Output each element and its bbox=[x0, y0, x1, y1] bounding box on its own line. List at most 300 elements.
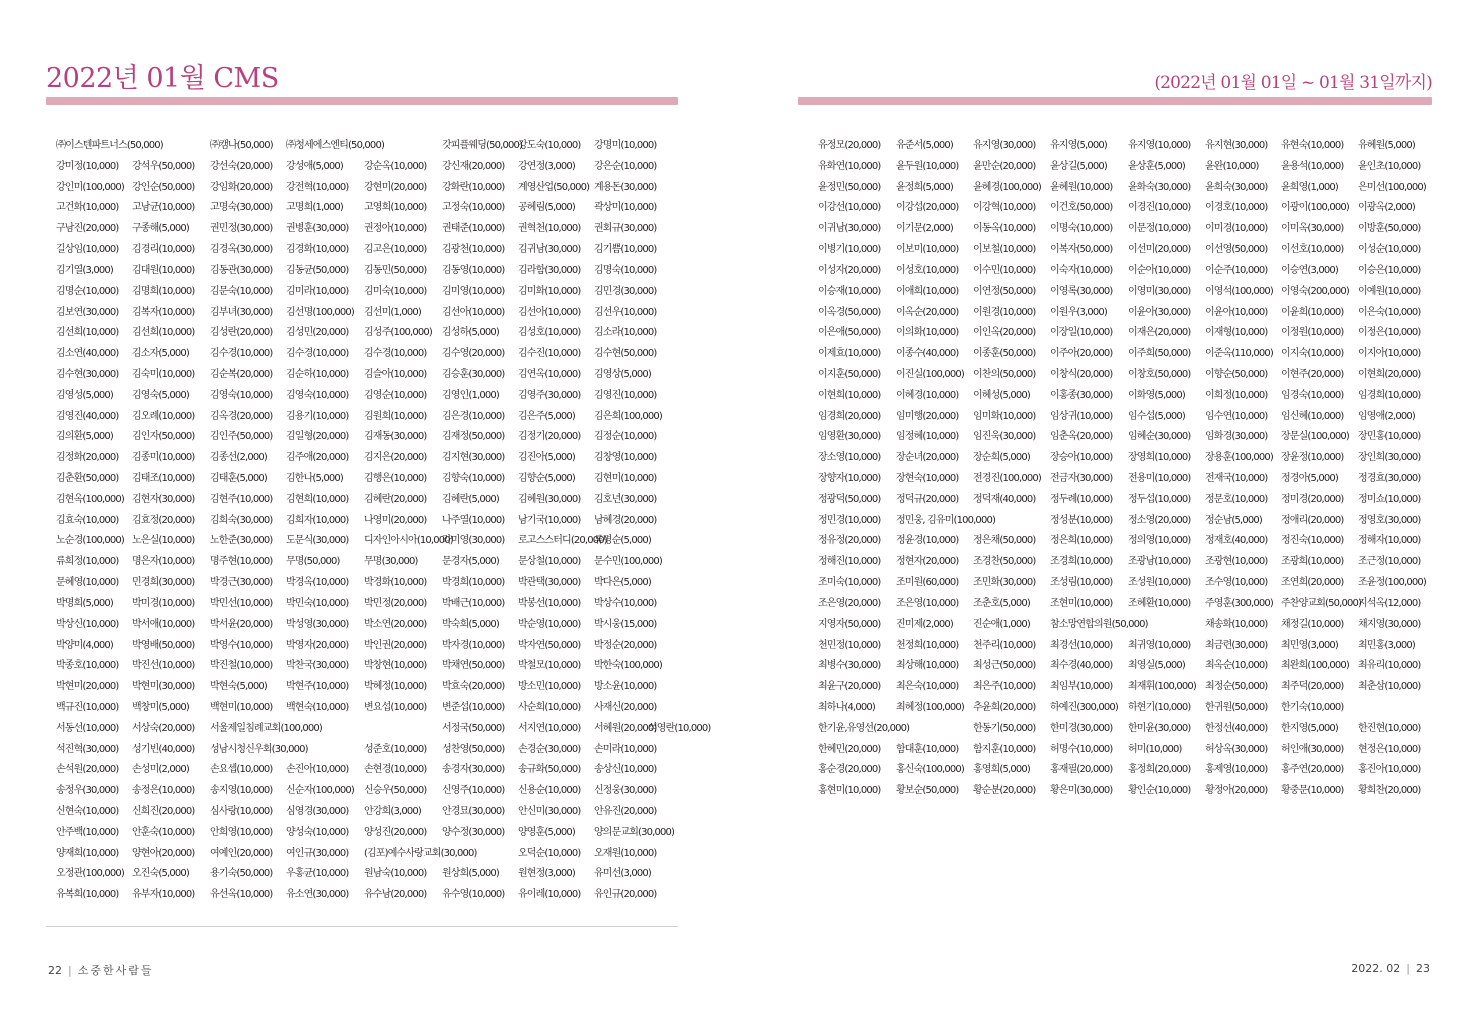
donor-entry: 김소자(5,000) bbox=[132, 348, 189, 360]
donor-entry: 양재희(10,000) bbox=[56, 847, 119, 859]
donor-entry: 박영수(10,000) bbox=[210, 639, 273, 651]
donor-entry: 권민정(30,000) bbox=[210, 223, 273, 235]
donor-entry: 최재휘(100,000) bbox=[1128, 681, 1196, 693]
donor-entry: 서정국(50,000) bbox=[442, 722, 505, 734]
donor-entry: 전용미(10,000) bbox=[1128, 473, 1191, 484]
donor-entry: 임진욱(30,000) bbox=[973, 431, 1036, 443]
donor-entry: 김기열(3,000) bbox=[56, 264, 113, 276]
donor-entry: 윤혜경(100,000) bbox=[973, 181, 1041, 193]
donor-entry: 김현자(30,000) bbox=[132, 493, 195, 505]
donor-entry: 한정선(40,000) bbox=[1205, 722, 1268, 734]
donor-entry: 백현미(10,000) bbox=[210, 701, 273, 713]
donor-entry: 김오례(10,000) bbox=[132, 410, 195, 422]
donor-entry: 장순녀(20,000) bbox=[896, 452, 959, 464]
donor-entry: 박혜정(10,000) bbox=[364, 681, 427, 693]
donor-entry: 이창호(50,000) bbox=[1128, 368, 1191, 380]
donor-entry: 용기숙(50,000) bbox=[210, 868, 273, 880]
donor-entry: 김영상(5,000) bbox=[594, 368, 651, 380]
donor-entry: 김춘환(50,000) bbox=[56, 473, 119, 484]
donor-entry: 이문정(10,000) bbox=[1128, 223, 1191, 235]
donor-entry: 김수영(20,000) bbox=[442, 348, 505, 360]
donor-entry: 최민영(3,000) bbox=[1281, 639, 1338, 651]
donor-entry: 조민화(30,000) bbox=[973, 577, 1036, 589]
donor-entry: 김혜란(20,000) bbox=[364, 493, 427, 505]
donor-entry: 이찬의(50,000) bbox=[973, 368, 1036, 380]
donor-entry: 김은경(10,000) bbox=[442, 410, 505, 422]
donor-entry: 이창식(20,000) bbox=[1050, 368, 1113, 380]
donor-entry: 무명(30,000) bbox=[364, 556, 418, 568]
donor-entry: 박민숙(10,000) bbox=[286, 597, 349, 609]
donor-entry: 김경옥(30,000) bbox=[210, 244, 273, 256]
donor-entry: 이명숙(10,000) bbox=[1050, 223, 1113, 235]
donor-entry: 이홍종(30,000) bbox=[1050, 389, 1113, 401]
donor-entry: 김경화(10,000) bbox=[286, 244, 349, 256]
donor-entry: 정두섭(10,000) bbox=[1128, 493, 1191, 505]
donor-entry: 신용순(10,000) bbox=[518, 785, 581, 797]
donor-entry: 임미행(20,000) bbox=[896, 410, 959, 422]
donor-entry: 안강희(3,000) bbox=[364, 806, 421, 817]
donor-entry: 손진아(10,000) bbox=[286, 764, 349, 776]
donor-entry: 박진철(10,000) bbox=[210, 660, 273, 672]
donor-entry: 한지영(5,000) bbox=[1281, 722, 1338, 734]
donor-entry: 김선우(10,000) bbox=[594, 306, 657, 318]
donor-entry: 서동선(10,000) bbox=[56, 722, 119, 734]
donor-entry: 김성하(5,000) bbox=[442, 327, 499, 339]
donor-entry: 정은채(50,000) bbox=[973, 535, 1036, 547]
donor-entry: 이순주(10,000) bbox=[1205, 264, 1268, 276]
donor-entry: 임상귀(10,000) bbox=[1050, 410, 1113, 422]
donor-entry: 이선미(20,000) bbox=[1128, 244, 1191, 256]
donor-entry: 고명희(1,000) bbox=[286, 202, 343, 214]
donor-entry: 김한나(5,000) bbox=[286, 473, 343, 484]
donor-entry: 민경희(30,000) bbox=[132, 577, 195, 589]
donor-entry: 고남균(10,000) bbox=[132, 202, 195, 214]
donor-entry: 이현주(20,000) bbox=[1281, 368, 1344, 380]
donor-entry: 이윤아(30,000) bbox=[1128, 306, 1191, 318]
donor-entry: 김희자(10,000) bbox=[286, 514, 349, 526]
donor-entry: 은미선(100,000) bbox=[1358, 181, 1426, 193]
donor-entry: 김종선(2,000) bbox=[210, 452, 267, 464]
donor-entry: 길상임(10,000) bbox=[56, 244, 119, 256]
donor-entry: 박경희(10,000) bbox=[442, 577, 505, 589]
donor-entry: 손현경(10,000) bbox=[364, 764, 427, 776]
donor-entry: 성찬영(50,000) bbox=[442, 743, 505, 755]
donor-entry: 박효숙(20,000) bbox=[442, 681, 505, 693]
donor-entry: 이애희(10,000) bbox=[896, 285, 959, 297]
donor-entry: 유수남(20,000) bbox=[364, 889, 427, 901]
donor-entry: 유수영(10,000) bbox=[442, 889, 505, 901]
donor-entry: 이옥경(50,000) bbox=[818, 306, 881, 318]
donor-entry: 조미숙(10,000) bbox=[818, 577, 881, 589]
donor-entry: 임수연(10,000) bbox=[1205, 410, 1268, 422]
donor-entry: 이영록(30,000) bbox=[1050, 285, 1113, 297]
donor-entry: 김지현(30,000) bbox=[442, 452, 505, 464]
donor-entry: 성기빈(40,000) bbox=[132, 743, 195, 755]
donor-entry: 이제효(10,000) bbox=[818, 348, 881, 360]
donor-entry: 정현자(20,000) bbox=[896, 556, 959, 568]
donor-entry: 박자연(50,000) bbox=[518, 639, 581, 651]
donor-entry: 강은순(10,000) bbox=[594, 160, 657, 172]
donor-entry: 김수진(10,000) bbox=[518, 348, 581, 360]
donor-entry: 김보연(30,000) bbox=[56, 306, 119, 318]
donor-entry: 허인애(30,000) bbox=[1281, 743, 1344, 755]
title-underline-bar bbox=[798, 97, 1432, 105]
donor-entry: 고건화(10,000) bbox=[56, 202, 119, 214]
donor-entry: 김성민(20,000) bbox=[286, 327, 349, 339]
donor-entry: 송정은(10,000) bbox=[132, 785, 195, 797]
footer-left bbox=[48, 962, 153, 978]
donor-entry: 양성숙(10,000) bbox=[286, 826, 349, 838]
donor-entry: 김효숙(10,000) bbox=[56, 514, 119, 526]
donor-entry: 양의문교회(30,000) bbox=[594, 826, 675, 838]
donor-entry: 오정관(100,000) bbox=[56, 868, 124, 880]
donor-entry: 박시웅(15,000) bbox=[594, 618, 657, 630]
donor-entry: 윤상훈(5,000) bbox=[1128, 160, 1185, 172]
donor-entry: 이의화(10,000) bbox=[896, 327, 959, 339]
donor-entry: 김은주(5,000) bbox=[518, 410, 575, 422]
donor-entry: 최완희(100,000) bbox=[1281, 660, 1349, 672]
donor-entry: 김현희(10,000) bbox=[286, 493, 349, 505]
donor-entry: 천주리(10,000) bbox=[973, 639, 1036, 651]
donor-entry: 정민웅, 김유미(100,000) bbox=[896, 514, 996, 526]
donor-entry: 황중문(10,000) bbox=[1281, 785, 1344, 797]
donor-entry: 문상철(10,000) bbox=[518, 556, 581, 568]
donor-entry: 김재동(30,000) bbox=[364, 431, 427, 443]
donor-entry: 최주덕(20,000) bbox=[1281, 681, 1344, 693]
donor-entry: 이성호(10,000) bbox=[896, 264, 959, 276]
donor-entry: 안주백(10,000) bbox=[56, 826, 119, 838]
donor-entry: 김순하(10,000) bbox=[286, 368, 349, 380]
donor-entry: 양현아(20,000) bbox=[132, 847, 195, 859]
donor-entry: 이윤희(10,000) bbox=[1281, 306, 1344, 318]
donor-entry: 김영진(40,000) bbox=[56, 410, 119, 422]
donor-entry: 김현미(10,000) bbox=[594, 473, 657, 484]
donor-entry: 김소연(40,000) bbox=[56, 348, 119, 360]
donor-entry: 서울제일침례교회(100,000) bbox=[210, 722, 322, 734]
donor-entry: 허상옥(30,000) bbox=[1205, 743, 1268, 755]
donor-entry: 백현숙(10,000) bbox=[286, 701, 349, 713]
donor-entry: 김진아(5,000) bbox=[518, 452, 575, 464]
donor-entry: 강미정(10,000) bbox=[56, 160, 119, 172]
donor-entry: 신승우(50,000) bbox=[364, 785, 427, 797]
donor-entry: 김희숙(30,000) bbox=[210, 514, 273, 526]
donor-entry: 박찬국(30,000) bbox=[286, 660, 349, 672]
donor-entry: 신현숙(10,000) bbox=[56, 806, 119, 817]
donor-entry: 윤화숙(30,000) bbox=[1128, 181, 1191, 193]
donor-entry: 신희진(20,000) bbox=[132, 806, 195, 817]
donor-entry: 김혜란(5,000) bbox=[442, 493, 499, 505]
donor-entry: 유지영(10,000) bbox=[1128, 140, 1191, 151]
donor-entry: 유현숙(10,000) bbox=[1281, 140, 1344, 151]
donor-entry: 정의영(10,000) bbox=[1128, 535, 1191, 547]
donor-entry: 박민정(20,000) bbox=[364, 597, 427, 609]
donor-entry: 박상수(10,000) bbox=[594, 597, 657, 609]
donor-entry: 심사랑(10,000) bbox=[210, 806, 273, 817]
donor-entry: 임경희(20,000) bbox=[818, 410, 881, 422]
donor-entry: 조은영(10,000) bbox=[896, 597, 959, 609]
donor-entry: 정경아(5,000) bbox=[1281, 473, 1338, 484]
donor-entry: 이방훈(50,000) bbox=[1358, 223, 1421, 235]
donor-entry: 김민경(30,000) bbox=[594, 285, 657, 297]
donor-entry: 김성란(20,000) bbox=[210, 327, 273, 339]
donor-entry: 신정웅(30,000) bbox=[594, 785, 657, 797]
donor-entry: 이승연(3,000) bbox=[1281, 264, 1338, 276]
donor-entry: 이인옥(20,000) bbox=[973, 327, 1036, 339]
donor-entry: 장인희(30,000) bbox=[1358, 452, 1421, 464]
donor-entry: 원현정(3,000) bbox=[518, 868, 575, 880]
donor-entry: 정윤경(10,000) bbox=[896, 535, 959, 547]
donor-entry: 서상숙(20,000) bbox=[132, 722, 195, 734]
donor-entry: 박숙희(5,000) bbox=[442, 618, 499, 630]
donor-entry: 김선아(10,000) bbox=[518, 306, 581, 318]
donor-entry: 이정은(10,000) bbox=[1358, 327, 1421, 339]
donor-entry: 김행은(10,000) bbox=[364, 473, 427, 484]
donor-entry: 석영란(10,000) bbox=[648, 722, 711, 734]
donor-entry: 김향숙(10,000) bbox=[442, 473, 505, 484]
donor-entry: 이건호(50,000) bbox=[1050, 202, 1113, 214]
donor-entry: 서혜원(20,000) bbox=[594, 722, 657, 734]
donor-entry: 이영숙(200,000) bbox=[1281, 285, 1349, 297]
issue-date: 2022. 02 bbox=[1351, 962, 1401, 975]
donor-entry: 문경자(5,000) bbox=[442, 556, 499, 568]
donor-entry: 장윤정(10,000) bbox=[1281, 452, 1344, 464]
donor-entry: 이광옥(2,000) bbox=[1358, 202, 1415, 214]
donor-entry: 남기국(10,000) bbox=[518, 514, 581, 526]
donor-entry: 이장일(10,000) bbox=[1050, 327, 1113, 339]
donor-entry: 이승재(10,000) bbox=[818, 285, 881, 297]
bottom-divider bbox=[46, 926, 678, 927]
donor-entry: 박소연(20,000) bbox=[364, 618, 427, 630]
donor-entry: 김태조(10,000) bbox=[132, 473, 195, 484]
donor-entry: 김미숙(10,000) bbox=[364, 285, 427, 297]
donor-entry: 계용돈(30,000) bbox=[594, 181, 657, 193]
donor-entry: 권회규(30,000) bbox=[594, 223, 657, 235]
donor-entry: 김수경(10,000) bbox=[364, 348, 427, 360]
donor-entry: 윤정희(5,000) bbox=[896, 181, 953, 193]
donor-entry: 정두례(10,000) bbox=[1050, 493, 1113, 505]
donor-entry: 정해진(10,000) bbox=[818, 556, 881, 568]
donor-entry: 하현기(10,000) bbox=[1128, 701, 1191, 713]
donor-entry: 조혜환(10,000) bbox=[1128, 597, 1191, 609]
donor-entry: 박정순(20,000) bbox=[594, 639, 657, 651]
donor-entry: 한귀원(50,000) bbox=[1205, 701, 1268, 713]
donor-entry: 임춘옥(20,000) bbox=[1050, 431, 1113, 443]
donor-entry: 이복자(50,000) bbox=[1050, 244, 1113, 256]
donor-entry: 홍순경(20,000) bbox=[818, 764, 881, 776]
donor-entry: 주찬양교회(50,000) bbox=[1281, 597, 1362, 609]
donor-entry: 안유진(20,000) bbox=[594, 806, 657, 817]
donor-entry: 윤두원(10,000) bbox=[896, 160, 959, 172]
donor-entry: 정덕규(20,000) bbox=[896, 493, 959, 505]
donor-entry: 권혁천(10,000) bbox=[518, 223, 581, 235]
donor-entry: 김인주(50,000) bbox=[210, 431, 273, 443]
donor-entry: 정문호(10,000) bbox=[1205, 493, 1268, 505]
donor-entry: 정민경(10,000) bbox=[818, 514, 881, 526]
donor-entry: 강전혁(10,000) bbox=[286, 181, 349, 193]
donor-entry: 강연정(3,000) bbox=[518, 160, 575, 172]
donor-entry: 김명순(10,000) bbox=[56, 285, 119, 297]
donor-entry: 한진현(10,000) bbox=[1358, 722, 1421, 734]
donor-entry: 김향순(5,000) bbox=[518, 473, 575, 484]
donor-entry: 김수경(10,000) bbox=[286, 348, 349, 360]
donor-entry: 변요섭(10,000) bbox=[364, 701, 427, 713]
donor-entry: 김영순(10,000) bbox=[364, 389, 427, 401]
donor-entry: 추윤희(20,000) bbox=[973, 701, 1036, 713]
donor-entry: 정진숙(10,000) bbox=[1281, 535, 1344, 547]
donor-entry: 정미쇼(10,000) bbox=[1358, 493, 1421, 505]
donor-entry: 조경희(10,000) bbox=[1050, 556, 1113, 568]
donor-entry: 남혜경(20,000) bbox=[594, 514, 657, 526]
donor-entry: 홍정희(20,000) bbox=[1128, 764, 1191, 776]
donor-entry: 사재신(20,000) bbox=[594, 701, 657, 713]
donor-entry: 이예원(10,000) bbox=[1358, 285, 1421, 297]
donor-entry: 이선영(50,000) bbox=[1205, 244, 1268, 256]
donor-entry: 신순자(100,000) bbox=[286, 785, 354, 797]
donor-entry: 황은미(30,000) bbox=[1050, 785, 1113, 797]
donor-entry: 유복희(10,000) bbox=[56, 889, 119, 901]
donor-entry: 김영진(10,000) bbox=[594, 389, 657, 401]
donor-entry: 박민선(10,000) bbox=[210, 597, 273, 609]
donor-entry: 박철모(10,000) bbox=[518, 660, 581, 672]
donor-entry: 임화경(30,000) bbox=[1205, 431, 1268, 443]
donor-entry: 손미라(10,000) bbox=[594, 743, 657, 755]
donor-entry: 박경옥(10,000) bbox=[286, 577, 349, 589]
donor-entry: 이옥순(20,000) bbox=[896, 306, 959, 318]
donor-entry: 최경선(10,000) bbox=[1050, 639, 1113, 651]
donor-entry: 백규진(10,000) bbox=[56, 701, 119, 713]
donor-entry: 방소민(10,000) bbox=[518, 681, 581, 693]
donor-entry: 이재형(10,000) bbox=[1205, 327, 1268, 339]
donor-entry: 이광이(100,000) bbox=[1281, 202, 1349, 214]
donor-entry: 노한준(30,000) bbox=[210, 535, 273, 547]
donor-entry: 강석우(50,000) bbox=[132, 160, 195, 172]
donor-entry: 박현숙(5,000) bbox=[210, 681, 267, 693]
donor-entry: 송경자(30,000) bbox=[442, 764, 505, 776]
donor-entry: 김영숙(5,000) bbox=[132, 389, 189, 401]
donor-entry: 김광천(10,000) bbox=[442, 244, 505, 256]
donor-entry: 김미영(10,000) bbox=[442, 285, 505, 297]
donor-entry: 박서애(10,000) bbox=[132, 618, 195, 630]
donor-entry: 유정모(20,000) bbox=[818, 140, 881, 151]
donor-entry: 안신미(30,000) bbox=[518, 806, 581, 817]
donor-entry: 김영숙(10,000) bbox=[286, 389, 349, 401]
donor-entry: 김명숙(10,000) bbox=[594, 264, 657, 276]
donor-entry: 김용기(10,000) bbox=[286, 410, 349, 422]
donor-entry: 강순옥(10,000) bbox=[364, 160, 427, 172]
donor-entry: 이준옥(110,000) bbox=[1205, 348, 1273, 360]
donor-entry: 도문식(30,000) bbox=[286, 535, 349, 547]
donor-entry: 임경희(10,000) bbox=[1358, 389, 1421, 401]
donor-entry: 사순희(10,000) bbox=[518, 701, 581, 713]
donor-entry: 지석옥(12,000) bbox=[1358, 597, 1421, 609]
donor-entry: 윤완(10,000) bbox=[1205, 160, 1259, 172]
donor-entry: 박경근(30,000) bbox=[210, 577, 273, 589]
donor-entry: 이재은(20,000) bbox=[1128, 327, 1191, 339]
donor-entry: 석진혁(30,000) bbox=[56, 743, 119, 755]
donor-entry: 허명수(10,000) bbox=[1050, 743, 1113, 755]
donor-entry: 홍현미(10,000) bbox=[818, 785, 881, 797]
donor-entry: 이연정(50,000) bbox=[973, 285, 1036, 297]
donor-entry: 최병수(30,000) bbox=[818, 660, 881, 672]
donor-entry: 윤인초(10,000) bbox=[1358, 160, 1421, 172]
donor-entry: 김정기(20,000) bbox=[518, 431, 581, 443]
donor-entry: 노은실(10,000) bbox=[132, 535, 195, 547]
donor-entry: 정덕재(40,000) bbox=[973, 493, 1036, 505]
donor-entry: 이미옥(30,000) bbox=[1281, 223, 1344, 235]
donor-entry: 송지영(10,000) bbox=[210, 785, 273, 797]
donor-entry: 김태훈(5,000) bbox=[210, 473, 267, 484]
donor-entry: 최민홍(3,000) bbox=[1358, 639, 1415, 651]
donor-entry: 김연옥(10,000) bbox=[518, 368, 581, 380]
donor-entry: 김슬아(10,000) bbox=[364, 368, 427, 380]
donor-entry: 윤상길(5,000) bbox=[1050, 160, 1107, 172]
donor-entry: 손석원(20,000) bbox=[56, 764, 119, 776]
donor-entry: 조광현(10,000) bbox=[1205, 556, 1268, 568]
donor-entry: 황인순(10,000) bbox=[1128, 785, 1191, 797]
donor-entry: 한기숙(10,000) bbox=[1281, 701, 1344, 713]
donor-entry: 채지영(30,000) bbox=[1358, 618, 1421, 630]
donor-entry: 박현미(20,000) bbox=[56, 681, 119, 693]
donor-entry: 백창미(5,000) bbox=[132, 701, 189, 713]
donor-entry: 황정아(20,000) bbox=[1205, 785, 1268, 797]
donor-entry: 김지은(20,000) bbox=[364, 452, 427, 464]
donor-entry: 진순애(1,000) bbox=[973, 618, 1030, 630]
donor-entry: 성남시청신우회(30,000) bbox=[210, 743, 308, 755]
donor-entry: 천정희(10,000) bbox=[896, 639, 959, 651]
donor-entry: 최영실(5,000) bbox=[1128, 660, 1185, 672]
donor-entry: 김재정(50,000) bbox=[442, 431, 505, 443]
donor-entry: (김포)예수사랑교회(30,000) bbox=[364, 847, 477, 859]
donor-entry: 고영희(10,000) bbox=[364, 202, 427, 214]
donor-entry: 김혜원(30,000) bbox=[518, 493, 581, 505]
donor-entry: 홍재필(20,000) bbox=[1050, 764, 1113, 776]
donor-entry: 박다은(5,000) bbox=[594, 577, 651, 589]
donor-entry: 박진선(10,000) bbox=[132, 660, 195, 672]
donor-entry: 유이레(10,000) bbox=[518, 889, 581, 901]
donor-entry: 이현희(20,000) bbox=[1358, 368, 1421, 380]
donor-entry: 김선희(10,000) bbox=[56, 327, 119, 339]
donor-entry: 공혜림(5,000) bbox=[518, 202, 575, 214]
donor-entry: 박자경(10,000) bbox=[442, 639, 505, 651]
donor-entry: 김대원(10,000) bbox=[132, 264, 195, 276]
donor-entry: 임영애(2,000) bbox=[1358, 410, 1415, 422]
donor-entry: 김동균(50,000) bbox=[286, 264, 349, 276]
donor-entry: 손경순(30,000) bbox=[518, 743, 581, 755]
donor-entry: 신영주(10,000) bbox=[442, 785, 505, 797]
donor-entry: 박창현(10,000) bbox=[364, 660, 427, 672]
donor-entry: 한기윤,유영선(20,000) bbox=[818, 722, 910, 734]
donor-entry: 현정은(10,000) bbox=[1358, 743, 1421, 755]
donor-entry: 류희정(10,000) bbox=[56, 556, 119, 568]
donor-entry: 김미화(10,000) bbox=[518, 285, 581, 297]
donor-entry: 문혜영(10,000) bbox=[56, 577, 119, 589]
donor-entry: 서지연(10,000) bbox=[518, 722, 581, 734]
donor-entry: 이원우(3,000) bbox=[1050, 306, 1107, 318]
donor-entry: 장현숙(10,000) bbox=[896, 473, 959, 484]
magazine-name: 소중한사람들 bbox=[77, 964, 154, 977]
donor-entry: 김은희(100,000) bbox=[594, 410, 662, 422]
donor-entry: 원남숙(10,000) bbox=[364, 868, 427, 880]
donor-entry: 조성원(10,000) bbox=[1128, 577, 1191, 589]
donor-entry: 윤만순(20,000) bbox=[973, 160, 1036, 172]
donor-entry: 이경진(10,000) bbox=[1128, 202, 1191, 214]
donor-entry: 로고스스터디(20,000) bbox=[518, 535, 607, 547]
donor-entry: 심영경(30,000) bbox=[286, 806, 349, 817]
donor-entry: 이화영(5,000) bbox=[1128, 389, 1185, 401]
donor-entry: 박성영(30,000) bbox=[286, 618, 349, 630]
donor-entry: 최혜정(100,000) bbox=[896, 701, 964, 713]
donor-entry: 강도숙(10,000) bbox=[518, 140, 581, 151]
